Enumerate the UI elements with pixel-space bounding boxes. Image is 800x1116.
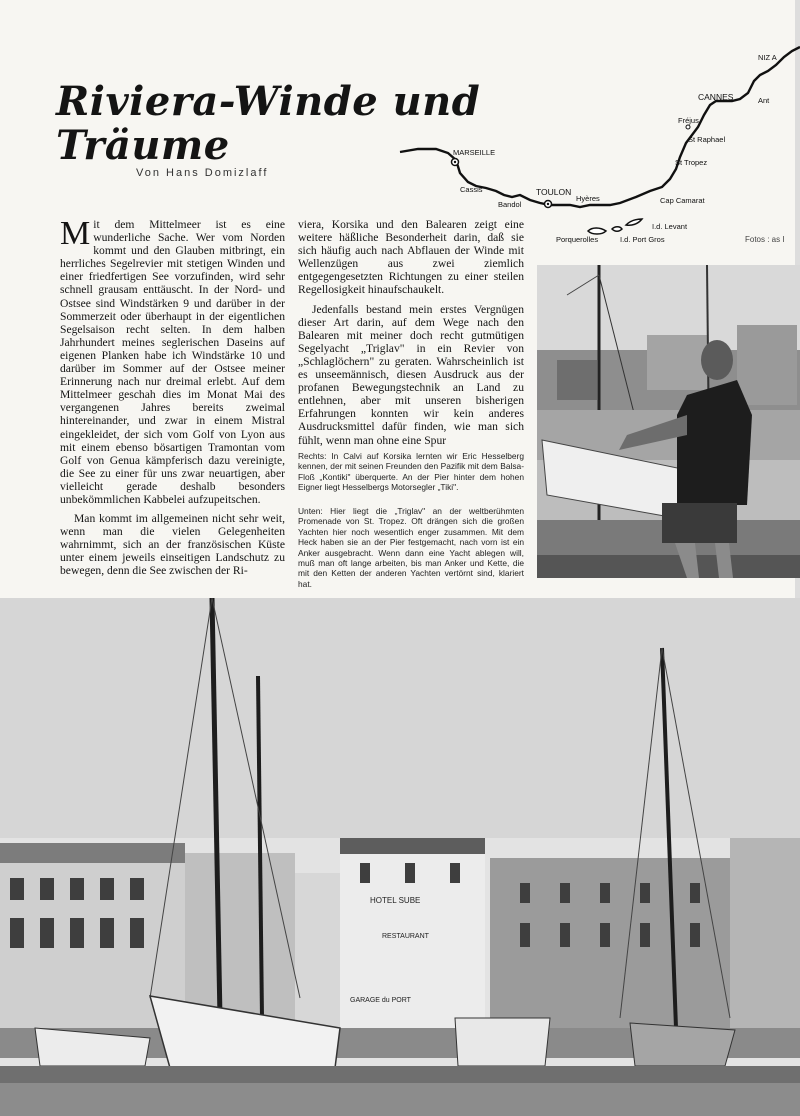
caption-bottom-photo: Unten: Hier liegt die „Triglav" an der weltberühmten Promenade von St. Tropez. Oft drängen sich die großen Yachten hier noch wesentlich enger zusammen. Mit dem Heck haben sie an der Pier festgemacht, nach vorn ist ein Anker ausgebracht. Wenn dann eine Yacht ablegen will, muß man oft lange arbeiten, bis man Anker und Kette, die mit den Ketten der anderen Yachten vertörnt sind, klariert hat. <box>298 506 524 589</box>
map-label-marseille: MARSEILLE <box>453 148 496 157</box>
map-label-hyeres: Hyères <box>576 194 600 203</box>
paragraph: Jedenfalls bestand mein erstes Vergnügen dieser Art darin, auf dem Wege nach den Balearen mit meiner doch recht gutmütigen Segelyacht „Triglav" in ein Revier von „Schlaglöchern" zu geraten. Wahrscheinlich ist es unseemännisch, diesen Ausdruck aus der profanen Bewegungstechnik an Land zu entlehnen, aber mit unseren bisherigen Erfahrungen konnten wir kein anderes Ausdrucksmittel dafür finden, wie man sich fühlt, wenn man ohne eine Spur <box>298 302 524 447</box>
caption-right-photo: Rechts: In Calvi auf Korsika lernten wir Eric Hesselberg kennen, der mit seinen Freunden den Pazifik mit dem Balsa-Floß „Kontiki" überquerte. An der Pier hinter dem hohen Eigner liegt Hesselbergs Motorsegler „Tiki". <box>298 451 524 493</box>
island-levant <box>626 219 642 225</box>
map-label-levant: I.d. Levant <box>652 222 688 231</box>
map-label-bandol: Bandol <box>498 200 522 209</box>
map-label-cassis: Cassis <box>460 185 483 194</box>
paragraph: Man kommt im allgemeinen nicht sehr weit, wenn man die vielen Gelegenheiten wahrnimmt, sich an der französischen Küste unter einem jeweils einseitigen Landschutz zu bewegen, denn die See zwischen der Ri- <box>60 512 285 578</box>
restaurant-sign: RESTAURANT <box>382 933 429 940</box>
map-label-cannes: CANNES <box>698 92 734 102</box>
map-label-porquerolles: Porquerolles <box>556 235 599 244</box>
map-label-straphael: St Raphael <box>688 135 726 144</box>
map-label-frejus: Fréjus <box>678 116 699 125</box>
map-label-nice: NIZ A <box>758 53 777 62</box>
paragraph: it dem Mittelmeer ist es eine wunderliche Sache. Wer vom Norden kommt und den Glauben mitbringt, ein herrliches Segelrevier mit stetigen Winden und einer friedfertigen See vorzufinden, wird sehr schnell grausam enttäuscht. In der Nord- und Ostsee sind Windstärken 9 und darüber in der Sommerzeit oder überhaupt in der eigentlichen Segelsaison recht selten. In dem halben Jahrhundert meines seglerischen Daseins auf eigenen Planken habe ich Windstärke 10 und darüber im Sommer auf der Ostsee meiner Erinnerung nach nur dreimal erlebt. Auf dem Mittelmeer geschah dies im Monat Mai des vergangenen Jahres bereits zweimal hintereinander, und zwar in einem Mistral eingekleidet, der sich vom Golf von Lyon aus mit einem ebenso bösartigen Tramontan vom Golf von Genua kämpferisch dazu vereinigte, die See zu einer für uns zwar neuartigen, aber vielleicht gerade deshalb besonders unbekömmlichen Kabbelei aufzupeitschen. <box>60 218 285 506</box>
map-label-toulon: TOULON <box>536 187 572 197</box>
photo-hesselberg <box>537 265 800 578</box>
garage-sign: GARAGE du PORT <box>350 997 411 1004</box>
map-label-portgros: I.d. Port Gros <box>620 235 665 244</box>
photo-st-tropez-harbor <box>0 598 800 1116</box>
article-column-2 <box>298 218 524 453</box>
frejus-marker <box>686 125 690 129</box>
island-port-gros <box>612 227 622 232</box>
drop-cap: M <box>60 215 91 252</box>
article-title: Riviera-Winde und Träume <box>56 78 481 169</box>
map-label-capcamarat: Cap Camarat <box>660 196 705 205</box>
map-label-sttropez: St Tropez <box>675 158 708 167</box>
article-column-1 <box>60 215 285 584</box>
map-label-antibes: Ant <box>758 96 770 105</box>
photo-credit: Fotos : as I <box>745 235 785 244</box>
paragraph: viera, Korsika und den Balearen zeigt eine weitere häßliche Besonderheit darin, daß sie sich häufig auch nach Abflauen der Winde mit Wellenzügen aus zwei ziemlich entgegengesetzten Richtungen zu einer steilen Regellosigkeit hinaufschaukelt. <box>298 218 524 297</box>
island-porquerolles <box>588 228 606 234</box>
coastline <box>400 47 800 207</box>
hotel-sign: HOTEL SUBE <box>370 896 421 905</box>
article-byline: Von Hans Domizlaff <box>136 167 269 179</box>
